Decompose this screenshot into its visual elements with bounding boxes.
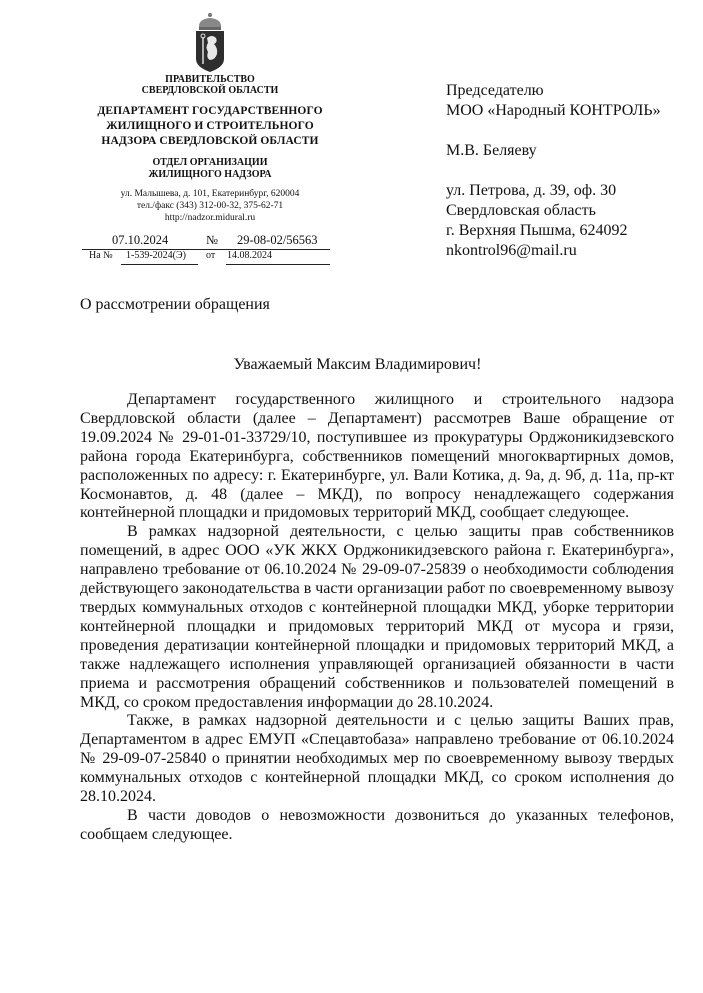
division-line: ЖИЛИЩНОГО НАДЗОРА	[148, 169, 272, 180]
body-paragraph: Департамент государственного жилищного и строительного надзора Свердловской области (далее – Департамент) рассмотрев Ваше обращение от 19.09.2024 № 29-01-01-33729/10, поступившее из прокуратуры Орджоникидзевского района города Екатеринбурга, собственников помещений многоквартирных домов, расположенных по адресу: г. Екатеринбурге, ул. Вали Котика, д. 9а, д. 9б, д. 11а, пр-кт Космонавтов, д. 48 (далее – МКД), по вопросу ненадлежащего содержания контейнерной площадки и придомовых территорий МКД, сообщает следующее.	[80, 391, 674, 522]
in-reply-label: На №	[89, 250, 113, 261]
body-paragraph: В рамках надзорной деятельности, с целью защиты прав собственников помещений, в адрес ООО «УК ЖКХ Орджоникидзевского района г. Екатеринбурга», направлено требование от 06.10.2024 № 29-09-07-25839 о необходимости соблюдения действующего законодательства в части организации работ по своевременному вывозу твердых коммунальных отходов с контейнерной площадки МКД, уборке территории контейнерной площадки и придомовых территорий МКД от мусора и грязи, проведения дератизации контейнерной площадки и придомовых территорий МКД, а также надлежащего исполнения управляющей организацией обязанности в части приема и рассмотрения обращений собственников и пользователей помещений в МКД, со сроком предоставления информации до 28.10.2024.	[80, 523, 674, 711]
department-name	[82, 104, 338, 149]
department-contacts	[82, 188, 338, 224]
in-reply-number: 1-539-2024(Э)	[126, 250, 186, 261]
department-website: http://nadzor.midural.ru	[164, 213, 256, 223]
department-phone: тел./факс (343) 312-00-32, 375-62-71	[136, 201, 284, 211]
division-line: ОТДЕЛ ОРГАНИЗАЦИИ	[152, 157, 268, 168]
from-label: от	[206, 250, 216, 261]
government-line: СВЕРДЛОВСКОЙ ОБЛАСТИ	[141, 85, 279, 96]
outgoing-registration	[82, 233, 338, 248]
recipient-name: М.В. Беляеву	[446, 142, 537, 159]
body-paragraph: Также, в рамках надзорной деятельности и с целью защиты Ваших прав, Департаментом в адрес ЕМУП «Спецавтобаза» направлено требование от 06.10.2024 № 29-09-07-25840 о принятии необходимых мер по своевременному вывозу твердых коммунальных отходов с контейнерной площадки МКД, со сроком исполнения до 28.10.2024.	[80, 712, 674, 806]
recipient-email: nkontrol96@mail.ru	[446, 242, 577, 259]
recipient-block	[446, 81, 661, 261]
government-line: ПРАВИТЕЛЬСТВО	[165, 74, 255, 85]
spacer	[446, 161, 661, 181]
outgoing-date: 07.10.2024	[112, 233, 169, 247]
government-name	[82, 74, 338, 96]
salutation: Уважаемый Максим Владимирович!	[233, 356, 482, 373]
outgoing-number: 29-08-02/56563	[237, 233, 318, 247]
letter-body	[80, 391, 674, 845]
recipient-organization: МОО «Народный КОНТРОЛЬ»	[446, 102, 661, 119]
recipient-city: г. Верхняя Пышма, 624092	[446, 222, 628, 239]
in-reply-date: 14.08.2024	[227, 250, 272, 261]
in-reply-number-underline	[121, 264, 198, 265]
recipient-region: Свердловская область	[446, 202, 596, 219]
body-paragraph: В части доводов о невозможности дозвониться до указанных телефонов, сообщаем следующее.	[80, 806, 674, 843]
department-line: ДЕПАРТАМЕНТ ГОСУДАРСТВЕННОГО	[97, 105, 323, 117]
department-line: НАДЗОРА СВЕРДЛОВСКОЙ ОБЛАСТИ	[101, 135, 319, 147]
division-name	[82, 157, 338, 181]
in-reply-date-underline	[226, 264, 330, 265]
recipient-position: Председателю	[446, 82, 544, 99]
number-sign: №	[206, 233, 218, 247]
department-line: ЖИЛИЩНОГО И СТРОИТЕЛЬНОГО	[106, 120, 314, 132]
spacer	[446, 121, 661, 141]
letter-subject: О рассмотрении обращения	[80, 296, 270, 313]
coat-of-arms-icon	[190, 12, 230, 74]
reply-registration	[82, 250, 338, 264]
recipient-street: ул. Петрова, д. 39, оф. 30	[446, 182, 617, 199]
department-address: ул. Малышева, д. 101, Екатеринбург, 620004	[120, 189, 300, 199]
